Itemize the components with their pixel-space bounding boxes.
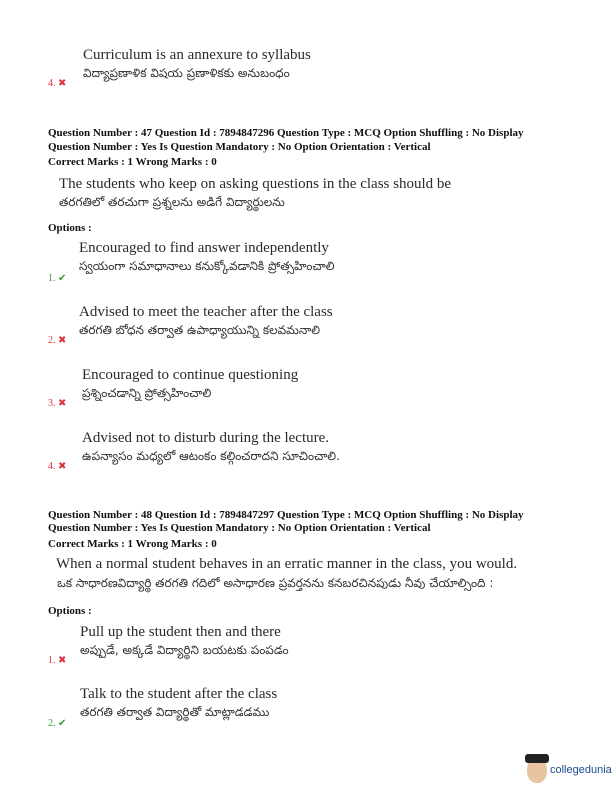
question-meta: Question Number : 47 Question Id : 7894847296 Question Type : MCQ Option Shuffling : No Display: [48, 127, 524, 139]
option-number-label: 2.: [48, 718, 56, 729]
option-number: [48, 655, 66, 666]
option-number-label: 1.: [48, 655, 56, 666]
question-text-en: The students who keep on asking questions in the class should be: [59, 176, 452, 192]
option-text-en: Advised not to disturb during the lecture.: [82, 430, 330, 446]
option-number-label: 1.: [48, 273, 56, 284]
options-label: Options :: [48, 222, 92, 234]
question-text-en: When a normal student behaves in an erratic manner in the class, you would.: [56, 556, 518, 572]
option-text-te: తరగతి బోధన తర్వాత ఉపాధ్యాయున్ని కలవమనాలి: [79, 323, 321, 337]
option-number-label: 4.: [48, 461, 56, 472]
wrong-icon: ✖: [58, 398, 67, 409]
watermark-text: collegedunia: [550, 764, 612, 776]
check-icon: ✔: [58, 273, 67, 284]
option-text-en: Talk to the student after the class: [80, 686, 278, 702]
option-text-te: స్వయంగా సమాధానాలు కనుక్కోవడానికి ప్రోత్సహించాలి: [79, 259, 335, 273]
option-number: [48, 273, 66, 284]
options-label: Options :: [48, 605, 92, 617]
option-text-en: Encouraged to continue questioning: [82, 367, 299, 383]
option-number-label: 2.: [48, 335, 56, 346]
wrong-icon: ✖: [58, 461, 67, 472]
option-number-label: 4.: [48, 78, 56, 89]
wrong-icon: ✖: [58, 78, 67, 89]
wrong-icon: ✖: [58, 655, 67, 666]
question-text-te: ఒక సాధారణవిద్యార్థి తరగతి గదిలో అసాధారణ ప్రవర్తనను కనబరచినపుడు నీవు చేయాల్సింది :: [57, 576, 494, 590]
option-number-label: 3.: [48, 398, 56, 409]
option-number: [48, 78, 66, 89]
option-text-te: తరగతి తర్వాత విద్యార్థితో మాట్లాడడము: [80, 705, 270, 719]
question-marks: Correct Marks : 1 Wrong Marks : 0: [48, 538, 217, 550]
question-meta: Question Number : Yes Is Question Mandatory : No Option Orientation : Vertical: [48, 141, 431, 153]
check-icon: ✔: [58, 718, 67, 729]
option-text-te: అప్పుడే, అక్కడే విద్యార్థిని బయటకు పంపడం: [80, 643, 289, 657]
option-text-te: ప్రశ్నించడాన్ని ప్రోత్సహించాలి: [82, 386, 212, 400]
option-text-te: ఉపన్యాసం మధ్యలో ఆటంకం కల్గించరాదని సూచించాలి.: [82, 449, 340, 463]
wrong-icon: ✖: [58, 335, 67, 346]
question-meta: Question Number : Yes Is Question Mandatory : No Option Orientation : Vertical: [48, 522, 431, 534]
option-number: [48, 718, 66, 729]
option-text-en: Advised to meet the teacher after the class: [79, 304, 333, 320]
mascot-icon: [527, 757, 547, 783]
question-meta: Question Number : 48 Question Id : 7894847297 Question Type : MCQ Option Shuffling : No Display: [48, 509, 524, 521]
option-text-en: Encouraged to find answer independently: [79, 240, 329, 256]
option-text-te: విద్యాప్రణాళిక విషయ ప్రణాళికకు అనుబంధం: [83, 66, 290, 80]
question-marks: Correct Marks : 1 Wrong Marks : 0: [48, 156, 217, 168]
question-text-te: తరగతిలో తరచుగా ప్రశ్నలను అడిగే విద్యార్థులను: [59, 195, 285, 209]
option-number: [48, 461, 66, 472]
option-text-en: Curriculum is an annexure to syllabus: [83, 47, 311, 63]
option-number: [48, 335, 66, 346]
collegedunia-watermark: [527, 757, 612, 783]
option-text-en: Pull up the student then and there: [80, 624, 281, 640]
option-number: [48, 398, 66, 409]
